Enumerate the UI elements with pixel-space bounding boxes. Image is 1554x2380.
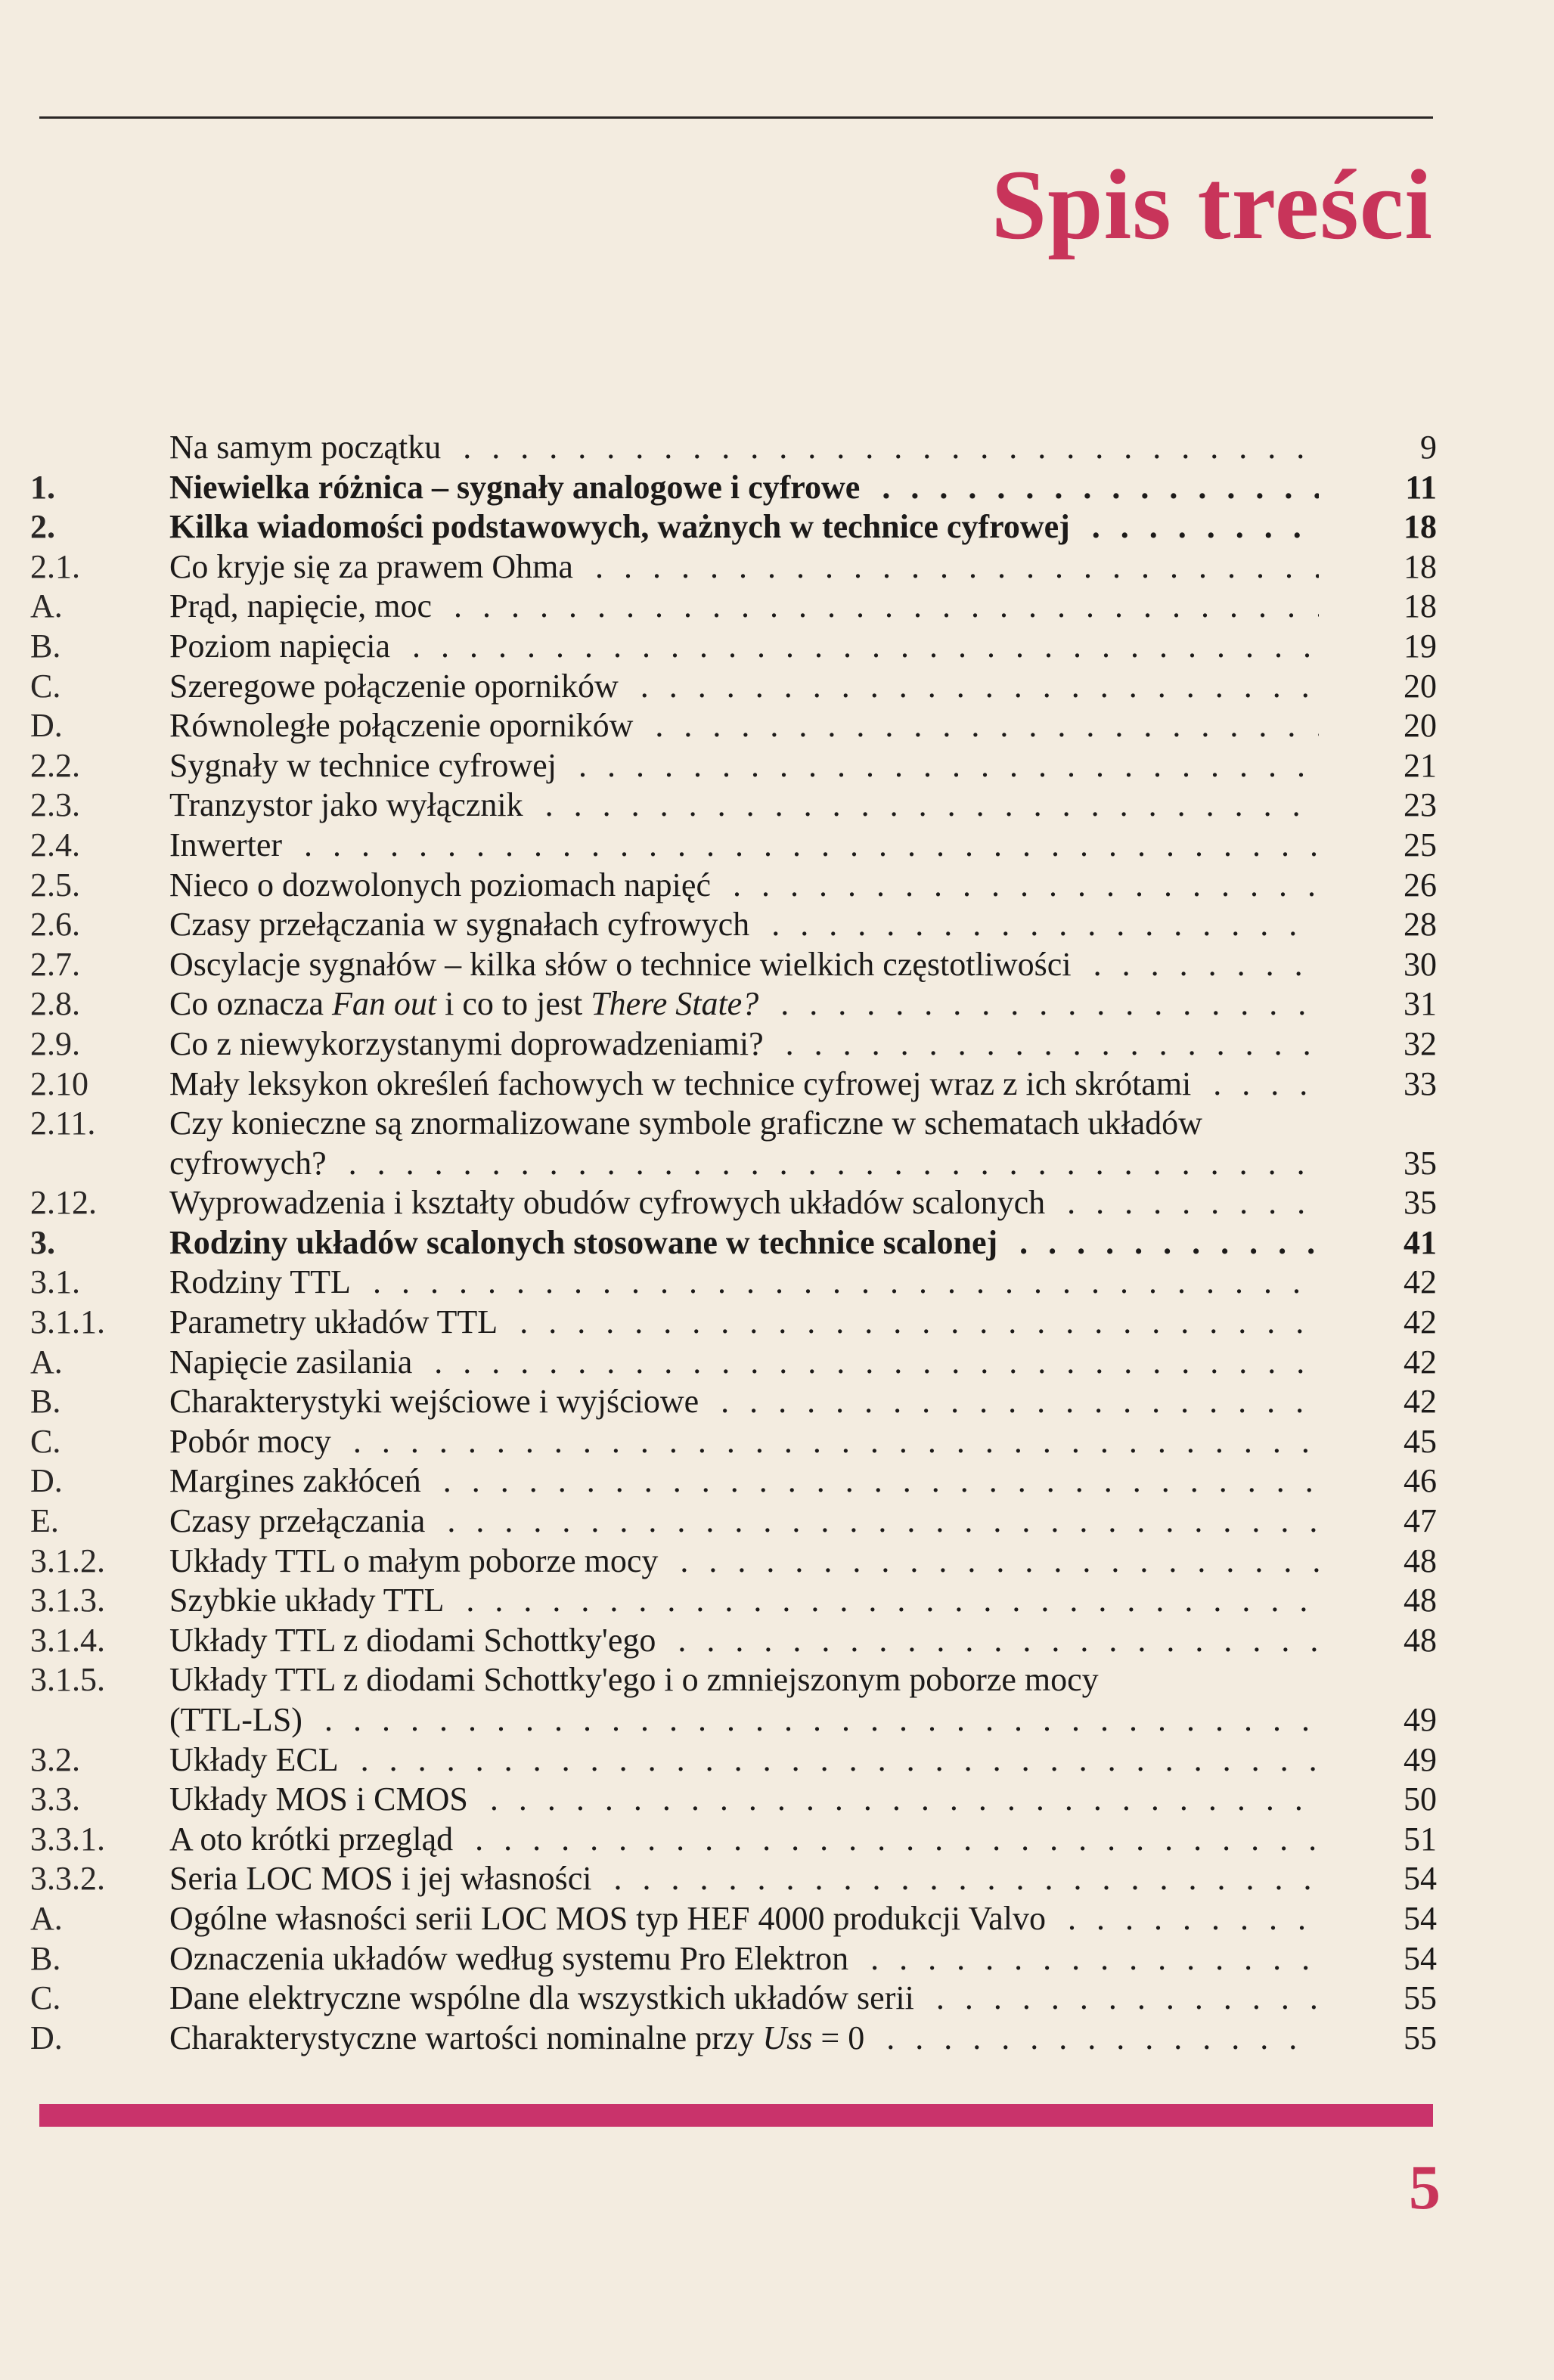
toc-page: 35 [1404, 1144, 1437, 1182]
toc-title: Co kryje się za prawem Ohma [169, 548, 581, 585]
toc-entry [30, 1780, 1437, 1820]
toc-page: 42 [1404, 1263, 1437, 1301]
toc-entry [30, 1183, 1437, 1223]
toc-page: 54 [1404, 1939, 1437, 1977]
toc-page: 51 [1404, 1820, 1437, 1858]
toc-entry [30, 984, 1437, 1024]
toc-number: 3.1.5. [30, 1661, 105, 1699]
toc-page: 18 [1404, 587, 1437, 625]
toc-title: Mały leksykon określeń fachowych w technice cyfrowej wraz z ich skrótami [169, 1065, 1199, 1102]
toc-entry [30, 547, 1437, 587]
toc-entry [30, 1461, 1437, 1501]
toc-entry [30, 1581, 1437, 1621]
toc-number: D. [30, 707, 63, 745]
toc-number: A. [30, 587, 63, 625]
toc-page: 33 [1404, 1064, 1437, 1102]
toc-number: 2.12. [30, 1184, 97, 1222]
toc-title: Czasy przełączania [169, 1502, 433, 1539]
toc-entry [30, 826, 1437, 866]
toc-title: Charakterystyki wejściowe i wyjściowe [169, 1383, 706, 1420]
toc-page: 54 [1404, 1860, 1437, 1898]
toc-entry [30, 1303, 1437, 1343]
toc-page: 54 [1404, 1899, 1437, 1937]
toc-entry [30, 1024, 1437, 1064]
toc-title: Układy MOS i CMOS [169, 1780, 476, 1818]
toc-number: 2.9. [30, 1024, 80, 1062]
toc-title: Dane elektryczne wspólne dla wszystkich układów serii [169, 1979, 922, 2016]
toc-number: 3.3.1. [30, 1820, 105, 1858]
toc-page: 11 [1405, 468, 1437, 506]
toc-number: A. [30, 1343, 63, 1381]
toc-title: Kilka wiadomości podstawowych, ważnych w technice cyfrowej [169, 508, 1078, 545]
toc-entry [30, 1621, 1437, 1661]
toc-page: 19 [1404, 627, 1437, 665]
toc-page: 18 [1404, 547, 1437, 585]
toc-page: 18 [1404, 508, 1437, 546]
toc-page: 32 [1404, 1024, 1437, 1062]
toc-entry [30, 2019, 1437, 2059]
toc-number: 2.2. [30, 746, 80, 784]
toc-title: Co oznacza Fan out i co to jest There State? [169, 985, 766, 1022]
toc-title: Charakterystyczne wartości nominalne przy Uss = 0 [169, 2019, 872, 2056]
toc-number: 3.3. [30, 1780, 80, 1818]
page-title: Spis treści [991, 149, 1433, 260]
toc-title: Napięcie zasilania [169, 1343, 420, 1381]
bottom-color-bar [39, 2104, 1433, 2127]
toc-number: C. [30, 1422, 61, 1460]
toc-title-continued: cyfrowych? [169, 1145, 334, 1182]
toc-title: A oto krótki przegląd [169, 1821, 461, 1858]
toc-title: Rodziny TTL [169, 1263, 358, 1300]
toc-title: Parametry układów TTL [169, 1303, 505, 1340]
toc-entry [30, 627, 1437, 667]
toc-number: 3.1. [30, 1263, 80, 1301]
toc-title: Inwerter [169, 826, 290, 863]
toc-page: 21 [1404, 746, 1437, 784]
toc-page: 31 [1404, 985, 1437, 1023]
toc-page: 26 [1404, 866, 1437, 903]
toc-title: Wyprowadzenia i kształty obudów cyfrowych układów scalonych [169, 1184, 1053, 1221]
toc-number: 2.1. [30, 547, 80, 585]
toc-entry [30, 1223, 1437, 1263]
toc-entry [30, 1899, 1437, 1939]
toc-entry [30, 1979, 1437, 2019]
toc-entry [30, 468, 1437, 508]
toc-number: 2. [30, 508, 55, 546]
toc-entry [30, 1859, 1437, 1899]
toc-number: C. [30, 1979, 61, 2017]
toc-title: Układy TTL z diodami Schottky'ego i o zmniejszonym poborze mocy [169, 1661, 1099, 1699]
toc-entry [30, 866, 1437, 906]
toc-page: 48 [1404, 1542, 1437, 1579]
toc-number: 3.1.4. [30, 1621, 105, 1659]
toc-number: B. [30, 1939, 61, 1977]
toc-title: Niewielka różnica – sygnały analogowe i cyfrowe [169, 469, 867, 506]
toc-page: 47 [1404, 1502, 1437, 1540]
toc-number: 3.1.1. [30, 1303, 105, 1341]
toc-title: Oscylacje sygnałów – kilka słów o technice wielkich częstotliwości [169, 946, 1079, 983]
toc-entry [30, 1064, 1437, 1105]
toc-entry-continuation [30, 1700, 1437, 1740]
toc-entry [30, 1501, 1437, 1542]
toc-entry [30, 905, 1437, 945]
toc-entry [30, 1820, 1437, 1860]
toc-number: B. [30, 1383, 61, 1421]
toc-title: Układy TTL o małym poborze mocy [169, 1542, 665, 1579]
toc-title: Czy konieczne są znormalizowane symbole graficzne w schematach układów [169, 1105, 1202, 1142]
toc-page: 9 [1420, 429, 1437, 466]
toc-entry [30, 1422, 1437, 1462]
toc-page: 46 [1404, 1462, 1437, 1500]
toc-title: Układy ECL [169, 1741, 346, 1778]
toc-number: D. [30, 2019, 63, 2056]
toc-title: Szybkie układy TTL [169, 1582, 451, 1619]
toc-number: 2.10 [30, 1064, 88, 1102]
toc-entry [30, 786, 1437, 826]
toc-title: Seria LOC MOS i jej własności [169, 1860, 600, 1897]
toc-number [30, 428, 169, 468]
toc-number: B. [30, 627, 61, 665]
page-number: 5 [1409, 2152, 1441, 2223]
toc-title: Poziom napięcia [169, 628, 398, 665]
toc-page: 49 [1404, 1701, 1437, 1738]
toc-entry [30, 428, 1437, 468]
toc-number: 2.5. [30, 866, 80, 903]
toc-page: 42 [1404, 1303, 1437, 1341]
toc-page: 20 [1404, 707, 1437, 745]
toc-number: C. [30, 667, 61, 705]
toc-number: D. [30, 1462, 63, 1500]
toc-title: Układy TTL z diodami Schottky'ego [169, 1622, 663, 1659]
toc-number: E. [30, 1502, 59, 1540]
toc-number: 2.4. [30, 826, 80, 863]
toc-page: 41 [1404, 1223, 1437, 1261]
toc-entry [30, 746, 1437, 786]
toc-title-continued: (TTL-LS) [169, 1701, 310, 1738]
toc-entry [30, 1343, 1437, 1383]
toc-entry [30, 706, 1437, 746]
toc-entry-continuation [30, 1144, 1437, 1184]
toc-page: 42 [1404, 1343, 1437, 1381]
toc-entry [30, 587, 1437, 627]
toc-number: 2.11. [30, 1105, 96, 1142]
toc-page: 20 [1404, 667, 1437, 705]
toc-title: Sygnały w technice cyfrowej [169, 747, 564, 784]
toc-entry [30, 507, 1437, 547]
toc-number: 3.3.2. [30, 1860, 105, 1898]
toc-entry [30, 945, 1437, 985]
toc-page: 48 [1404, 1621, 1437, 1659]
toc-title: Tranzystor jako wyłącznik [169, 786, 531, 823]
toc-number: 3.1.2. [30, 1542, 105, 1579]
toc-page: 48 [1404, 1582, 1437, 1619]
toc-number: A. [30, 1899, 63, 1937]
toc-number: 1. [30, 468, 55, 506]
toc-entry [30, 1263, 1437, 1303]
toc-entry [30, 1660, 1437, 1700]
toc-number: 3.1.3. [30, 1582, 105, 1619]
toc-title: Rodziny układów scalonych stosowane w technice scalonej [169, 1224, 1005, 1261]
toc-title: Czasy przełączania w sygnałach cyfrowych [169, 906, 757, 943]
toc-entry [30, 1740, 1437, 1780]
toc-title: Ogólne własności serii LOC MOS typ HEF 4000 produkcji Valvo [169, 1900, 1053, 1937]
toc-title: Co z niewykorzystanymi doprowadzeniami? [169, 1025, 771, 1062]
toc-title: Na samym początku [169, 429, 448, 466]
toc-page: 25 [1404, 826, 1437, 863]
toc-title: Równoległe połączenie oporników [169, 707, 641, 744]
toc-page: 45 [1404, 1422, 1437, 1460]
toc-title: Oznaczenia układów według systemu Pro Elektron [169, 1940, 856, 1977]
toc-entry [30, 1542, 1437, 1582]
toc-page: 42 [1404, 1383, 1437, 1421]
toc-entry [30, 1939, 1437, 1979]
toc-page: 35 [1404, 1184, 1437, 1222]
toc-page: 55 [1404, 1979, 1437, 2017]
toc-entry [30, 1104, 1437, 1144]
toc-page: 23 [1404, 786, 1437, 824]
toc-number: 2.7. [30, 945, 80, 983]
toc-page: 28 [1404, 906, 1437, 944]
toc-page: 30 [1404, 945, 1437, 983]
toc-title: Pobór mocy [169, 1423, 339, 1460]
toc-number: 2.6. [30, 906, 80, 944]
toc-entry [30, 667, 1437, 707]
table-of-contents [30, 428, 1437, 2058]
top-rule [39, 116, 1433, 119]
toc-number: 2.3. [30, 786, 80, 824]
toc-title: Nieco o dozwolonych poziomach napięć [169, 866, 718, 903]
toc-title: Prąd, napięcie, moc [169, 587, 439, 624]
toc-page: 49 [1404, 1740, 1437, 1778]
toc-number: 3.2. [30, 1740, 80, 1778]
toc-page: 55 [1404, 2019, 1437, 2056]
toc-title: Szeregowe połączenie oporników [169, 668, 626, 705]
toc-number: 2.8. [30, 985, 80, 1023]
toc-number: 3. [30, 1223, 55, 1261]
toc-entry [30, 1382, 1437, 1422]
toc-title: Margines zakłóceń [169, 1462, 429, 1499]
toc-page: 50 [1404, 1780, 1437, 1818]
